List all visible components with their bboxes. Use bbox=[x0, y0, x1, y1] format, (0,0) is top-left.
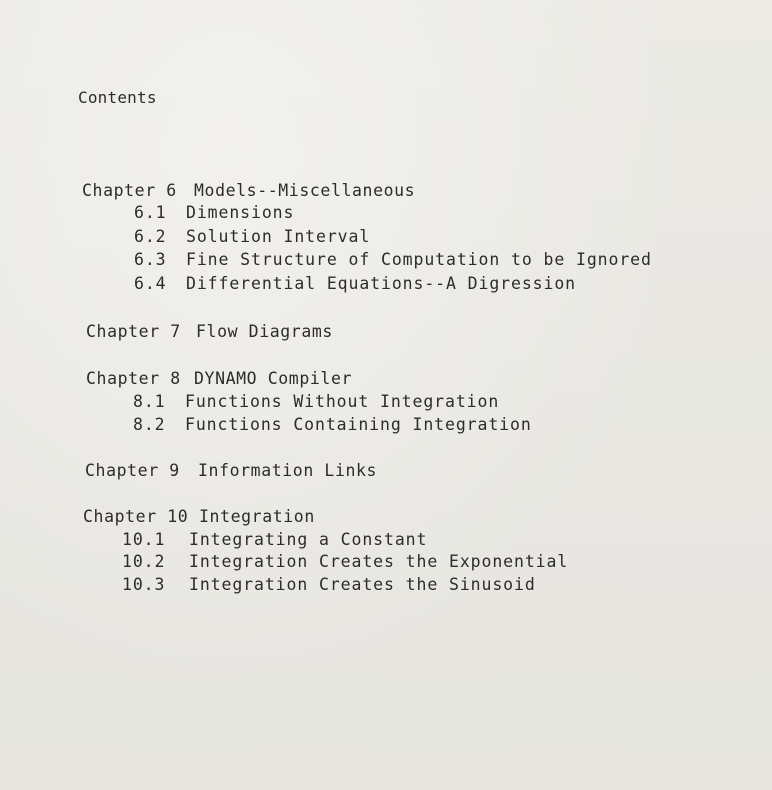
chapter-label: Chapter 10 bbox=[83, 507, 189, 526]
chapter-title: Models--Miscellaneous bbox=[194, 181, 416, 200]
section-title: Functions Without Integration bbox=[185, 392, 500, 411]
chapter-label: Chapter 7 bbox=[86, 322, 181, 341]
chapter-title: Information Links bbox=[198, 461, 378, 480]
section-title: Solution Interval bbox=[186, 227, 371, 246]
section-number: 10.3 bbox=[122, 575, 166, 594]
section-number: 8.2 bbox=[133, 415, 166, 434]
chapter-label: Chapter 6 bbox=[82, 181, 177, 200]
page-heading: Contents bbox=[78, 88, 157, 107]
section-title: Integrating a Constant bbox=[189, 530, 428, 549]
chapter-label: Chapter 8 bbox=[86, 369, 181, 388]
section-number: 6.4 bbox=[134, 274, 167, 293]
chapter-label: Chapter 9 bbox=[85, 461, 180, 480]
chapter-title: Integration bbox=[199, 507, 315, 526]
section-title: Integration Creates the Exponential bbox=[189, 552, 569, 571]
section-number: 8.1 bbox=[133, 392, 166, 411]
section-title: Dimensions bbox=[186, 203, 295, 222]
section-title: Differential Equations--A Digression bbox=[186, 274, 577, 293]
chapter-title: Flow Diagrams bbox=[196, 322, 333, 341]
section-title: Fine Structure of Computation to be Ignored bbox=[186, 250, 652, 269]
section-title: Integration Creates the Sinusoid bbox=[189, 575, 536, 594]
section-number: 6.2 bbox=[134, 227, 167, 246]
section-number: 6.3 bbox=[134, 250, 167, 269]
section-number: 10.1 bbox=[122, 530, 166, 549]
section-number: 6.1 bbox=[134, 203, 167, 222]
chapter-title: DYNAMO Compiler bbox=[194, 369, 353, 388]
section-title: Functions Containing Integration bbox=[185, 415, 532, 434]
section-number: 10.2 bbox=[122, 552, 166, 571]
